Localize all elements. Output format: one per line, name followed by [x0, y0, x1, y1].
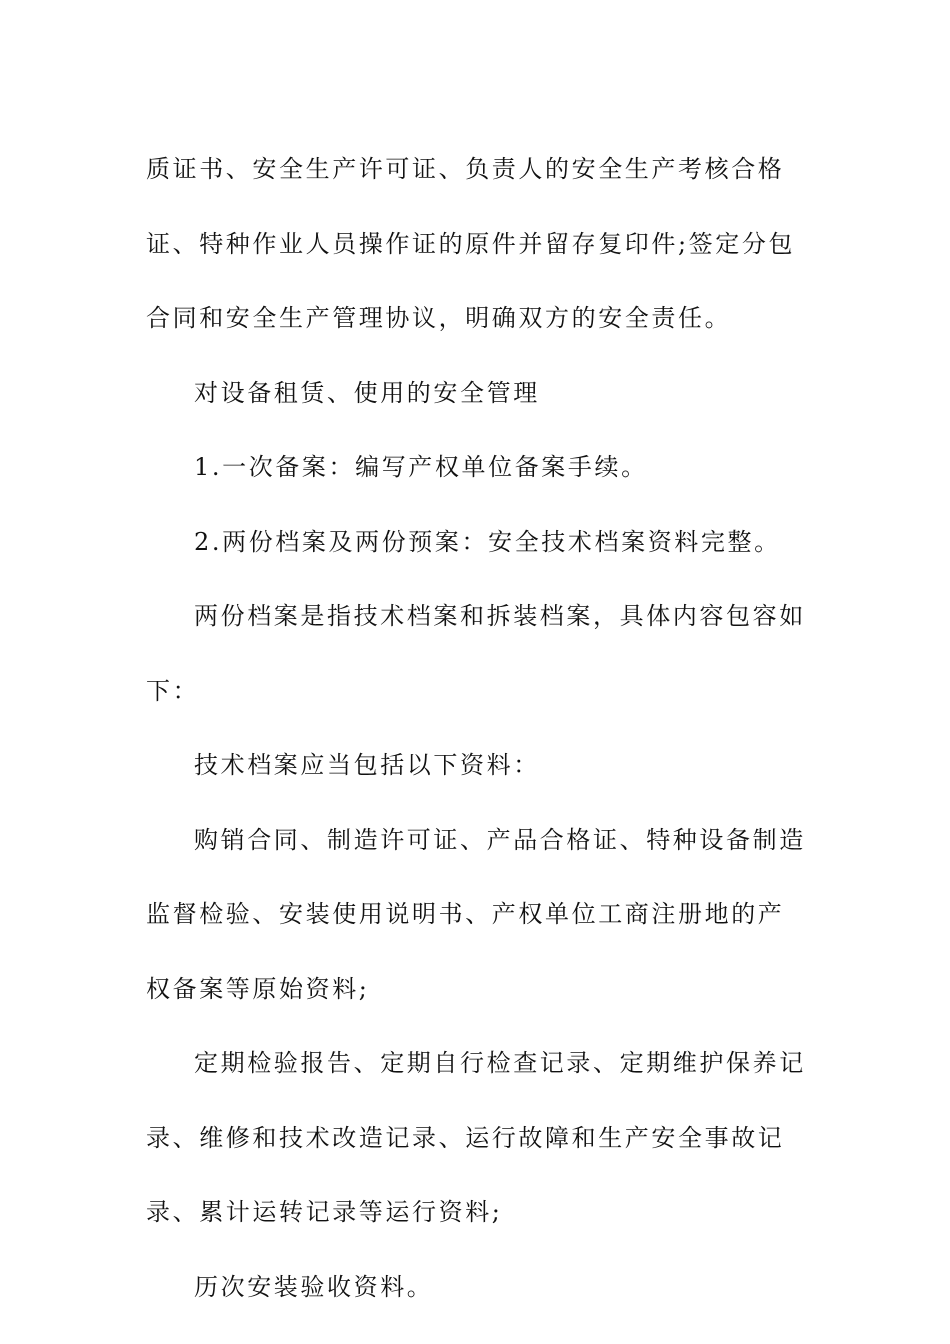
paragraph-original-materials: 购销合同、制造许可证、产品合格证、特种设备制造监督检验、安装使用说明书、产权单位工商注册地的产权备案等原始资料; — [146, 825, 806, 1003]
paragraph-operation-materials: 定期检验报告、定期自行检查记录、定期维护保养记录、维修和技术改造记录、运行故障和生产安全事故记录、累计运转记录等运行资料; — [146, 1049, 806, 1226]
paragraph-acceptance-materials: 历次安装验收资料。 — [194, 1272, 434, 1301]
paragraph-archives-definition: 两份档案是指技术档案和拆装档案，具体内容包容如下： — [146, 602, 806, 705]
document-body — [146, 132, 806, 1324]
heading-equipment-rental-safety: 对设备租赁、使用的安全管理 — [194, 378, 540, 407]
paragraph-two-archives: 2.两份档案及两份预案：安全技术档案资料完整。 — [194, 527, 781, 556]
paragraph-qualification-certificates: 质证书、安全生产许可证、负责人的安全生产考核合格证、特种作业人员操作证的原件并留存复印件;签定分包合同和安全生产管理协议，明确双方的安全责任。 — [146, 155, 796, 332]
paragraph-one-filing: 1.一次备案：编写产权单位备案手续。 — [194, 453, 648, 481]
paragraph-technical-archive-intro: 技术档案应当包括以下资料： — [194, 751, 540, 779]
